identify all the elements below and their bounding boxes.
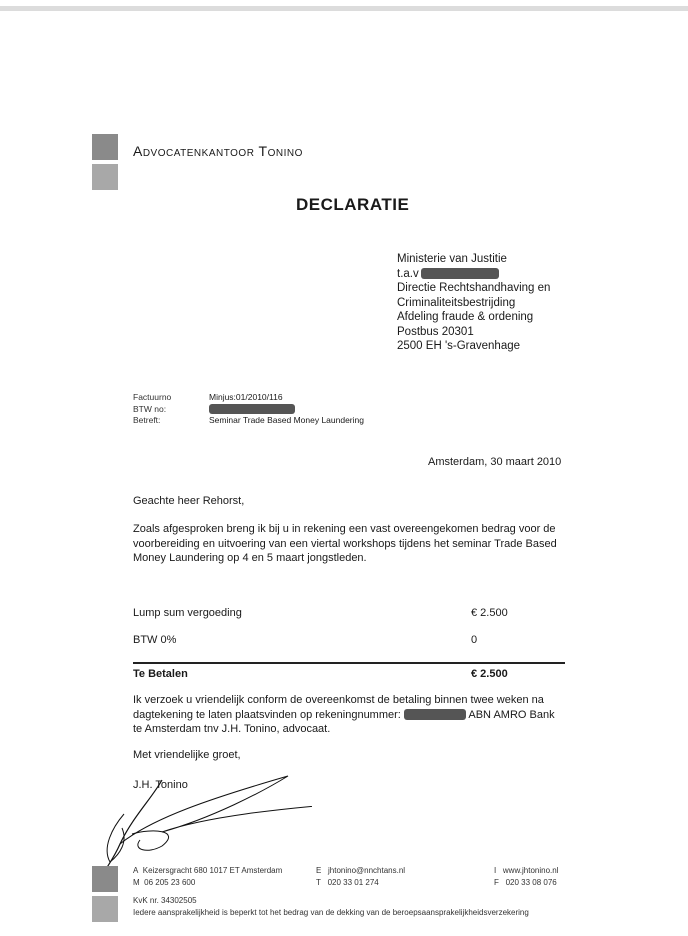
logo-square-top <box>92 134 118 160</box>
redaction-block <box>421 268 499 279</box>
footer-mobile: M 06 205 23 600 <box>133 878 196 887</box>
total-rule <box>133 662 565 664</box>
recipient-address <box>397 252 550 354</box>
recipient-line: Directie Rechtshandhaving en <box>397 282 551 294</box>
btw-label: BTW no: <box>133 403 167 414</box>
footer-email: E jhtonino@nnchtans.nl <box>316 866 406 875</box>
invoice-items <box>133 604 565 649</box>
signature-name: J.H. Tonino <box>133 779 188 791</box>
footer-kvk: KvK nr. 34302505 <box>133 896 197 905</box>
closing: Met vriendelijke groet, <box>133 749 241 761</box>
redaction-block <box>209 404 295 414</box>
footer-square-bottom <box>92 896 118 922</box>
total-row <box>133 665 565 683</box>
paragraph-intro: Zoals afgesproken breng ik bij u in rekening een vast overeengekomen bedrag voor de voorbereiding en uitvoering van een viertal workshops tijdens het seminar Trade Based Money Laundering op 4 en 5 maart jongstleden. <box>133 523 557 564</box>
factuurnr-value: Minjus:01/2010/116 <box>209 392 283 402</box>
footer-fax: F 020 33 08 076 <box>494 878 557 887</box>
footer-disclaimer: Iedere aansprakelijkheid is beperkt tot het bedrag van de dekking van de beroepsaansprakelijkheidsverzekering <box>133 908 529 917</box>
recipient-line: Criminaliteitsbestrijding <box>397 296 516 309</box>
recipient-line: 2500 EH 's-Gravenhage <box>397 340 521 352</box>
handwritten-signature <box>92 758 312 878</box>
salutation: Geachte heer Rehorst, <box>133 495 245 507</box>
logo-square-bottom <box>92 164 118 190</box>
recipient-line: Postbus 20301 <box>397 325 474 338</box>
footer-square-top <box>92 866 118 892</box>
invoice-meta <box>133 392 364 427</box>
betreft-value: Seminar Trade Based Money Laundering <box>209 415 364 425</box>
recipient-line: Ministerie van Justitie <box>397 253 507 265</box>
total-amount: € 2.500 <box>471 668 508 680</box>
recipient-line: Afdeling fraude & ordening <box>397 311 534 323</box>
total-label: Te Betalen <box>133 668 188 680</box>
item-amount: € 2.500 <box>471 607 508 619</box>
recipient-line: t.a.v <box>397 267 550 282</box>
firm-name: Advocatenkantoor Tonino <box>133 143 303 159</box>
footer-website: I www.jhtonino.nl <box>494 866 559 875</box>
footer-address: A Keizersgracht 680 1017 ET Amsterdam <box>133 866 283 875</box>
item-row <box>133 631 565 649</box>
item-row <box>133 604 565 622</box>
scan-top-edge <box>0 6 688 11</box>
redaction-block <box>404 709 466 720</box>
document-title: DECLARATIE <box>296 195 410 214</box>
factuurnr-label: Factuurno <box>133 392 172 402</box>
paragraph-payment: Ik verzoek u vriendelijk conform de overeenkomst de betaling binnen twee weken na dagtekening te laten plaatsvinden op rekeningnummer: ABN AMRO Bank te Amsterdam tnv J.H. Tonino, advocaat. <box>133 694 555 735</box>
letter-date: Amsterdam, 30 maart 2010 <box>428 456 562 468</box>
item-label: BTW 0% <box>133 634 177 646</box>
betreft-label: Betreft: <box>133 415 161 425</box>
item-amount: 0 <box>471 634 478 646</box>
footer-phone: T 020 33 01 274 <box>316 878 379 887</box>
item-label: Lump sum vergoeding <box>133 607 242 619</box>
